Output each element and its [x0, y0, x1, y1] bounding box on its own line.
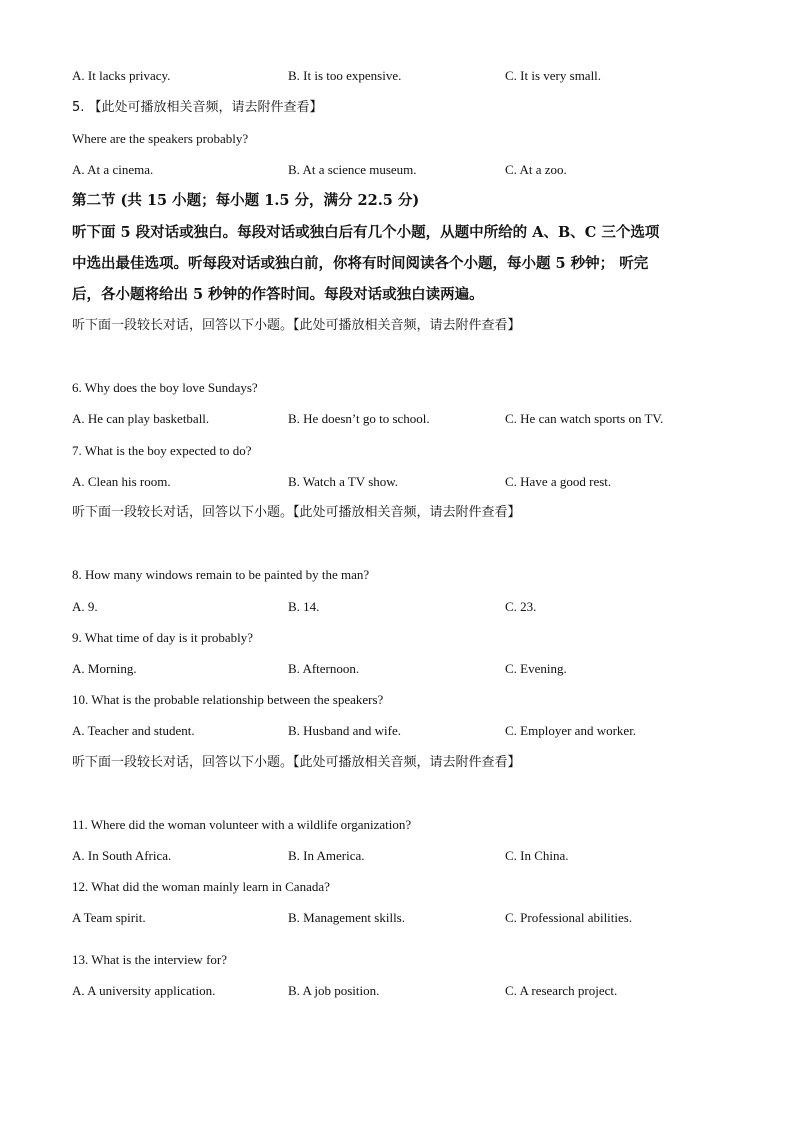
q6-option-b: B. He doesn’t go to school.	[288, 411, 430, 426]
q6-option-a: A. He can play basketball.	[72, 411, 210, 426]
q13-option-b: B. A job position.	[288, 983, 380, 998]
q9-question: 9. What time of day is it probably?	[72, 630, 253, 645]
audio-note-group-2[interactable]: 听下面一段较长对话，回答以下小题。【此处可播放相关音频，请去附件查看】	[72, 505, 521, 520]
q12-option-b: B. Management skills.	[288, 910, 405, 925]
section2-instructions-line1: 听下面 5 段对话或独白。每段对话或独白后有几个小题，从题中所给的 A、B、C 三个选项	[72, 224, 660, 241]
q5-option-a: A. At a cinema.	[72, 162, 154, 177]
q10-option-a: A. Teacher and student.	[72, 723, 195, 738]
q10-option-c: C. Employer and worker.	[505, 723, 637, 738]
q12-option-c: C. Professional abilities.	[505, 910, 633, 925]
q12-option-a: A Team spirit.	[72, 910, 146, 925]
q9-option-b: B. Afternoon.	[288, 661, 360, 676]
q7-option-b: B. Watch a TV show.	[288, 474, 399, 489]
q6-option-c: C. He can watch sports on TV.	[505, 411, 664, 426]
q5-audio-note[interactable]: 5. 【此处可播放相关音频，请去附件查看】	[72, 100, 323, 115]
q11-option-a: A. In South Africa.	[72, 848, 172, 863]
q13-option-c: C. A research project.	[505, 983, 618, 998]
q7-option-c: C. Have a good rest.	[505, 474, 612, 489]
q5-option-b: B. At a science museum.	[288, 162, 417, 177]
q6-question: 6. Why does the boy love Sundays?	[72, 380, 258, 395]
q4-option-c: C. It is very small.	[505, 68, 602, 83]
q9-option-c: C. Evening.	[505, 661, 567, 676]
q9-option-a: A. Morning.	[72, 661, 137, 676]
audio-note-group-3[interactable]: 听下面一段较长对话，回答以下小题。【此处可播放相关音频，请去附件查看】	[72, 755, 521, 770]
q11-question: 11. Where did the woman volunteer with a wildlife organization?	[72, 817, 412, 832]
q8-option-b: B. 14.	[288, 599, 320, 614]
q10-question: 10. What is the probable relationship between the speakers?	[72, 692, 384, 707]
q4-option-a: A. It lacks privacy.	[72, 68, 171, 83]
section2-heading: 第二节 (共 15 小题；每小题 1.5 分，满分 22.5 分)	[72, 192, 420, 209]
q12-question: 12. What did the woman mainly learn in Canada?	[72, 879, 330, 894]
q7-question: 7. What is the boy expected to do?	[72, 443, 252, 458]
section2-instructions-line3: 后，各小题将给出 5 秒钟的作答时间。每段对话或独白读两遍。	[72, 286, 484, 303]
q5-question: Where are the speakers probably?	[72, 131, 249, 146]
q7-option-a: A. Clean his room.	[72, 474, 171, 489]
section2-instructions-line2: 中选出最佳选项。听每段对话或独白前，你将有时间阅读各个小题，每小题 5 秒钟； 听完	[72, 255, 649, 272]
q5-option-c: C. At a zoo.	[505, 162, 567, 177]
q8-option-a: A. 9.	[72, 599, 98, 614]
q11-option-b: B. In America.	[288, 848, 365, 863]
q11-option-c: C. In China.	[505, 848, 569, 863]
q4-option-b: B. It is too expensive.	[288, 68, 402, 83]
q13-option-a: A. A university application.	[72, 983, 216, 998]
q8-question: 8. How many windows remain to be painted by the man?	[72, 567, 370, 582]
q10-option-b: B. Husband and wife.	[288, 723, 402, 738]
q8-option-c: C. 23.	[505, 599, 537, 614]
q13-question: 13. What is the interview for?	[72, 952, 227, 967]
audio-note-group-1[interactable]: 听下面一段较长对话，回答以下小题。【此处可播放相关音频，请去附件查看】	[72, 318, 521, 333]
